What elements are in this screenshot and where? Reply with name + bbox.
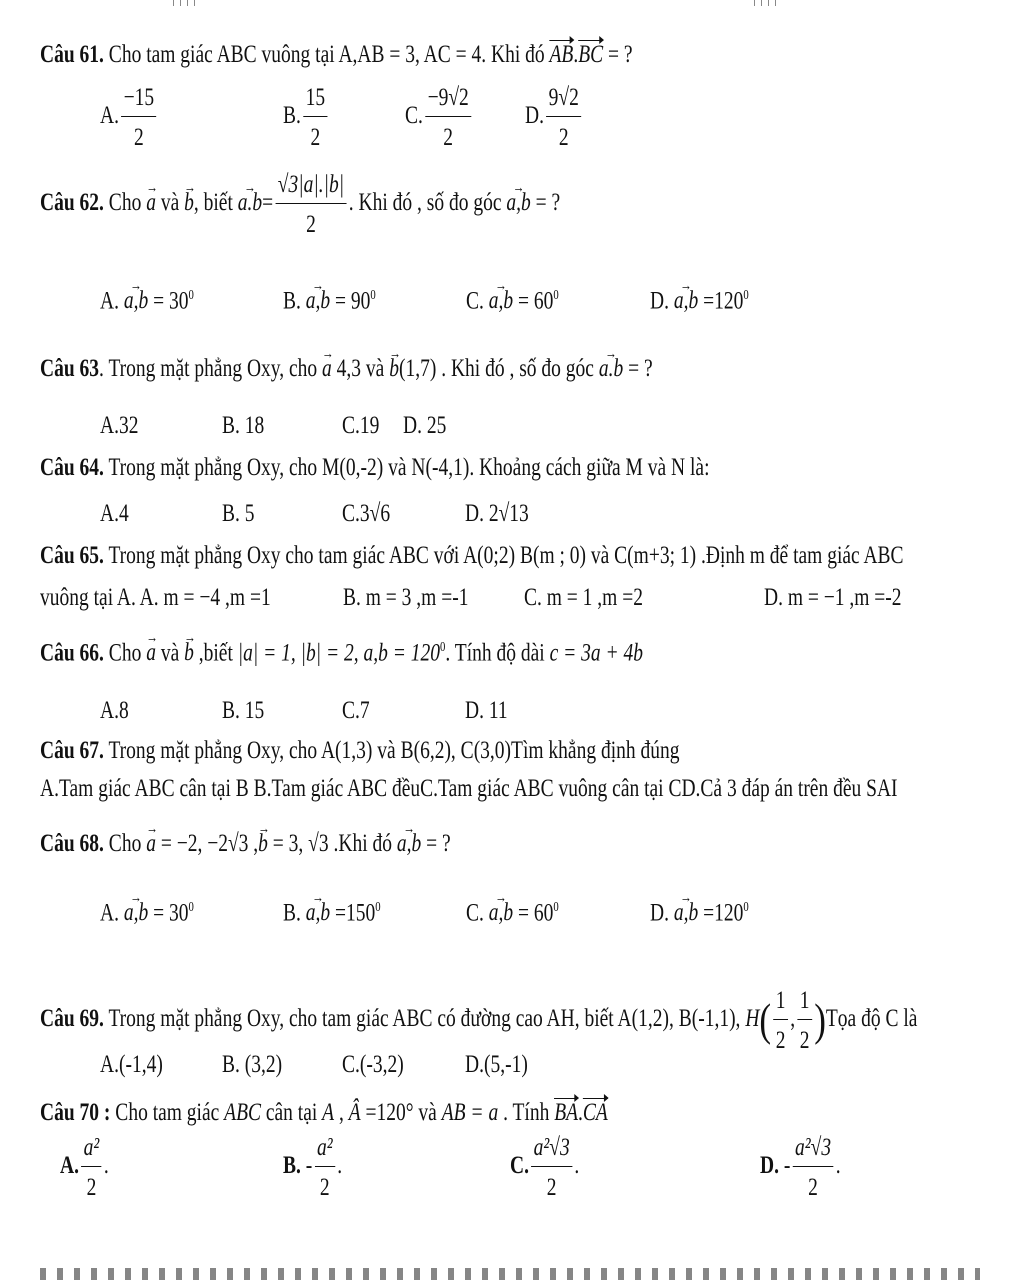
- option-b: [283, 288, 376, 313]
- option-a: A.32: [100, 412, 139, 439]
- question-70: [40, 1098, 608, 1125]
- option-letter: C.: [466, 899, 484, 927]
- option-a: A.8: [100, 697, 129, 724]
- degree: 0: [188, 899, 194, 914]
- scan-mark: [768, 0, 769, 6]
- option-d: [650, 288, 749, 313]
- option-letter: B.: [283, 899, 301, 927]
- sign: -: [300, 1152, 313, 1180]
- vector-c: c = 3a + 4b: [549, 639, 644, 667]
- value: =120: [698, 899, 744, 927]
- triangle: ABC: [224, 1099, 261, 1126]
- scan-mark: [180, 0, 181, 6]
- option-letter: A.: [100, 102, 119, 130]
- denominator: 2: [134, 124, 144, 151]
- text: Cho: [103, 189, 147, 217]
- text: = 3, √3 .Khi đó: [267, 830, 397, 857]
- option-a: A.(-1,4): [100, 1051, 163, 1078]
- value: = 30: [148, 287, 189, 315]
- angle: → a,b: [489, 900, 513, 925]
- text: Cho: [103, 830, 147, 857]
- text: = −2, −2√3 ,: [155, 830, 259, 857]
- denominator: 2: [319, 1174, 330, 1201]
- angle-a: Â: [348, 1099, 361, 1126]
- text: và: [155, 639, 185, 667]
- question-text: Trong mặt phẳng Oxy, cho tam giác ABC có đường cao AH, biết A(1,2), B(-1,1),: [103, 1005, 746, 1033]
- question-61: [40, 40, 633, 67]
- fraction: [121, 85, 156, 150]
- option-c: [405, 85, 473, 150]
- text: Cho: [103, 639, 147, 667]
- degree: 0: [553, 899, 559, 914]
- question-64: [40, 455, 709, 480]
- question-label: Câu 64.: [40, 454, 104, 481]
- sign: -: [778, 1152, 791, 1180]
- denominator: 2: [306, 211, 316, 238]
- degree: 0: [743, 899, 749, 914]
- text: cân tại: [260, 1099, 323, 1126]
- vector-b: → b: [184, 190, 194, 215]
- scan-mark: [754, 0, 755, 6]
- question-66: [40, 640, 643, 665]
- angle: → a,b: [397, 831, 421, 856]
- option-letter: B.: [283, 102, 301, 130]
- option-c: [466, 900, 559, 925]
- text: và: [155, 189, 185, 217]
- option-a: A.4: [100, 500, 129, 527]
- question-67: [40, 738, 680, 763]
- question-label: Câu 63: [40, 355, 100, 382]
- vector-a: → a: [146, 831, 156, 856]
- option-d: D. - $\frac{\text{a²√3}}{2}$ .: [760, 1134, 841, 1201]
- fraction: [531, 1135, 572, 1200]
- text: . Trong mặt phẳng Oxy, cho: [99, 355, 323, 382]
- option-letter: B.: [283, 287, 301, 315]
- option-d: [525, 85, 584, 150]
- question-end: = ?: [603, 41, 633, 68]
- vector-ba: BA: [554, 1099, 579, 1126]
- option-b: B. 5: [222, 500, 255, 527]
- question-63: [40, 356, 653, 381]
- question-end: = ?: [530, 189, 561, 217]
- question-text: Trong mặt phẳng Oxy cho tam giác ABC với A(0;2) B(m ; 0) và C(m+3; 1) .Định m để tam giác ABC: [103, 542, 904, 569]
- option-a: A. $\frac{\text{a²}}{2}$ .: [60, 1134, 109, 1201]
- question-label: Câu 61.: [40, 41, 104, 68]
- option-d: D. 2√13: [465, 500, 529, 527]
- condition: |a| = 1, |b| = 2, a,b = 120: [237, 639, 441, 667]
- question-label: Câu 67.: [40, 737, 104, 764]
- numerator: 15: [303, 85, 327, 117]
- text: . Khi đó , số đo góc: [348, 189, 507, 217]
- option-b: B. m = 3 ,m =-1: [343, 584, 469, 611]
- angle: → a,b: [306, 288, 330, 313]
- option-d: D.(5,-1): [465, 1051, 528, 1078]
- option-letter: D.: [650, 899, 669, 927]
- question-end: = ?: [421, 830, 451, 857]
- option-c: C. $\frac{\text{a²√3}}{2}$ .: [510, 1134, 580, 1201]
- text: =120° và: [360, 1099, 442, 1126]
- denominator: 2: [546, 1174, 557, 1201]
- angle: → a,b: [306, 900, 330, 925]
- question-label: Câu 70 :: [40, 1099, 111, 1126]
- option-letter: C.: [510, 1152, 529, 1180]
- option-c: C.7: [342, 697, 370, 724]
- numerator: −15: [121, 85, 156, 117]
- options-line: A.Tam giác ABC cân tại B B.Tam giác ABC đềuC.Tam giác ABC vuông cân tại CD.Cả 3 đáp án trên đều SAI: [40, 775, 898, 802]
- scan-mark: [173, 0, 174, 6]
- numerator: 1: [773, 988, 787, 1020]
- fraction: [275, 172, 346, 237]
- value: =150: [330, 899, 376, 927]
- degree: 0: [553, 287, 559, 302]
- option-a: [100, 900, 194, 925]
- scan-mark: [775, 0, 776, 6]
- question-label: Câu 69.: [40, 1005, 104, 1033]
- denominator: 2: [775, 1027, 786, 1054]
- fraction: [303, 85, 327, 150]
- text: ,biết: [193, 639, 238, 667]
- degree: 0: [743, 287, 749, 302]
- option-b: B. 18: [222, 412, 265, 439]
- question-69: Câu 69. Trong mặt phẳng Oxy, cho tam giác ABC có đường cao AH, biết A(1,2), B(-1,1), H( $\frac{1}{2}$ , $\frac{1}{2}$ )Tọa độ C là: [40, 987, 918, 1054]
- question-label: Câu 68.: [40, 830, 104, 857]
- option-a: [100, 85, 159, 150]
- question-text: Trong mặt phẳng Oxy, cho M(0,-2) và N(-4,1). Khoảng cách giữa M và N là:: [103, 454, 710, 481]
- question-text-line2: vuông tại A. A. m = −4 ,m =1: [40, 584, 271, 611]
- degree: 0: [375, 899, 381, 914]
- vertex: A: [322, 1099, 335, 1126]
- vector-a: → a: [322, 356, 332, 381]
- fraction: [773, 988, 787, 1053]
- value: = 60: [513, 899, 554, 927]
- value: = 60: [513, 287, 554, 315]
- vector-b: → b: [184, 640, 194, 665]
- option-letter: D.: [760, 1152, 779, 1180]
- question-label: Câu 62.: [40, 189, 104, 217]
- option-letter: B.: [283, 1152, 301, 1180]
- angle: → a,b: [506, 190, 530, 215]
- dot: .: [578, 1099, 583, 1126]
- option-b: B. 15: [222, 697, 265, 724]
- fraction: [315, 1135, 335, 1200]
- numerator: √3|a|.|b|: [275, 172, 346, 204]
- angle: → a,b: [124, 900, 148, 925]
- question-68: [40, 831, 451, 856]
- side-ab: AB = a: [441, 1099, 499, 1126]
- denominator: 2: [310, 124, 321, 151]
- text: . Tính độ dài: [445, 639, 550, 667]
- option-letter: A.: [100, 287, 119, 315]
- option-b: B. (3,2): [222, 1051, 283, 1078]
- text: 4,3 và: [331, 355, 390, 382]
- text: , biết: [193, 189, 238, 217]
- value: = 30: [148, 899, 189, 927]
- numerator: 1: [797, 988, 811, 1020]
- denominator: 2: [443, 124, 454, 151]
- option-letter: C.: [466, 287, 484, 315]
- option-letter: A.: [100, 899, 119, 927]
- option-c: C.3√6: [342, 500, 391, 527]
- question-end: Tọa độ C là: [825, 1005, 918, 1033]
- option-d: [650, 900, 749, 925]
- option-c: C.(-3,2): [342, 1051, 404, 1078]
- question-text: Cho tam giác ABC vuông tại A,AB = 3, AC = 4. Khi đó: [103, 41, 550, 68]
- text: (1,7) . Khi đó , số đo góc: [398, 355, 599, 382]
- text: . Tính: [498, 1099, 555, 1126]
- fraction: [797, 988, 811, 1053]
- dot-product: → a.b: [238, 190, 262, 215]
- angle: → a,b: [124, 288, 148, 313]
- vector-ab: AB: [549, 41, 574, 68]
- option-b: B. - $\frac{\text{a²}}{2}$ .: [283, 1134, 343, 1201]
- numerator: a²: [315, 1135, 335, 1167]
- numerator: a²: [81, 1135, 101, 1167]
- angle: → a,b: [674, 900, 698, 925]
- numerator: a²√3: [531, 1135, 572, 1167]
- scan-mark: [187, 0, 188, 6]
- option-d: D. m = −1 ,m =-2: [764, 584, 902, 611]
- option-letter: D.: [650, 287, 669, 315]
- point-h: H: [745, 1005, 760, 1033]
- option-a: [100, 288, 194, 313]
- fraction: [793, 1135, 834, 1200]
- vector-a: → a: [146, 640, 156, 665]
- text: Cho tam giác: [110, 1099, 225, 1126]
- question-62: [40, 172, 560, 237]
- denominator: 2: [558, 124, 569, 151]
- option-c: [466, 288, 559, 313]
- vector-ca: CA: [582, 1099, 608, 1126]
- degree: 0: [440, 639, 446, 654]
- question-label: Câu 66.: [40, 639, 104, 667]
- denominator: 2: [86, 1174, 97, 1201]
- vector-b: → b: [258, 831, 268, 856]
- vector-bc: BC: [578, 41, 604, 68]
- degree: 0: [370, 287, 376, 302]
- scan-mark: [761, 0, 762, 6]
- angle: → a,b: [674, 288, 698, 313]
- question-label: Câu 65.: [40, 542, 104, 569]
- question-end: = ?: [623, 355, 653, 382]
- fraction: [425, 85, 471, 150]
- cut-off-next-line: [40, 1268, 980, 1280]
- denominator: 2: [799, 1027, 810, 1054]
- angle: → a,b: [489, 288, 513, 313]
- dot: .: [573, 41, 579, 68]
- option-d: D. 25: [403, 412, 447, 439]
- denominator: 2: [808, 1174, 818, 1201]
- equals: =: [262, 189, 274, 217]
- question-text: Trong mặt phẳng Oxy, cho A(1,3) và B(6,2), C(3,0)Tìm khẳng định đúng: [103, 737, 680, 764]
- numerator: a²√3: [793, 1135, 834, 1167]
- vector-b: → b: [389, 356, 399, 381]
- option-letter: A.: [60, 1152, 79, 1180]
- option-c: C. m = 1 ,m =2: [524, 584, 643, 611]
- option-d: D. 11: [465, 697, 508, 724]
- numerator: −9√2: [425, 85, 471, 117]
- vector-a: → a: [146, 190, 156, 215]
- value: = 90: [330, 287, 371, 315]
- text: ,: [334, 1099, 349, 1126]
- angle: → a.b: [599, 356, 623, 381]
- value: =120: [698, 287, 744, 315]
- scan-mark: [194, 0, 195, 6]
- question-65: [40, 543, 904, 568]
- degree: 0: [188, 287, 194, 302]
- option-letter: D.: [525, 102, 544, 130]
- option-b: [283, 900, 381, 925]
- option-b: [283, 85, 330, 150]
- fraction: [546, 85, 581, 150]
- option-letter: C.: [405, 102, 423, 130]
- numerator: 9√2: [546, 85, 581, 117]
- fraction: [81, 1135, 101, 1200]
- option-c: C.19: [342, 412, 380, 439]
